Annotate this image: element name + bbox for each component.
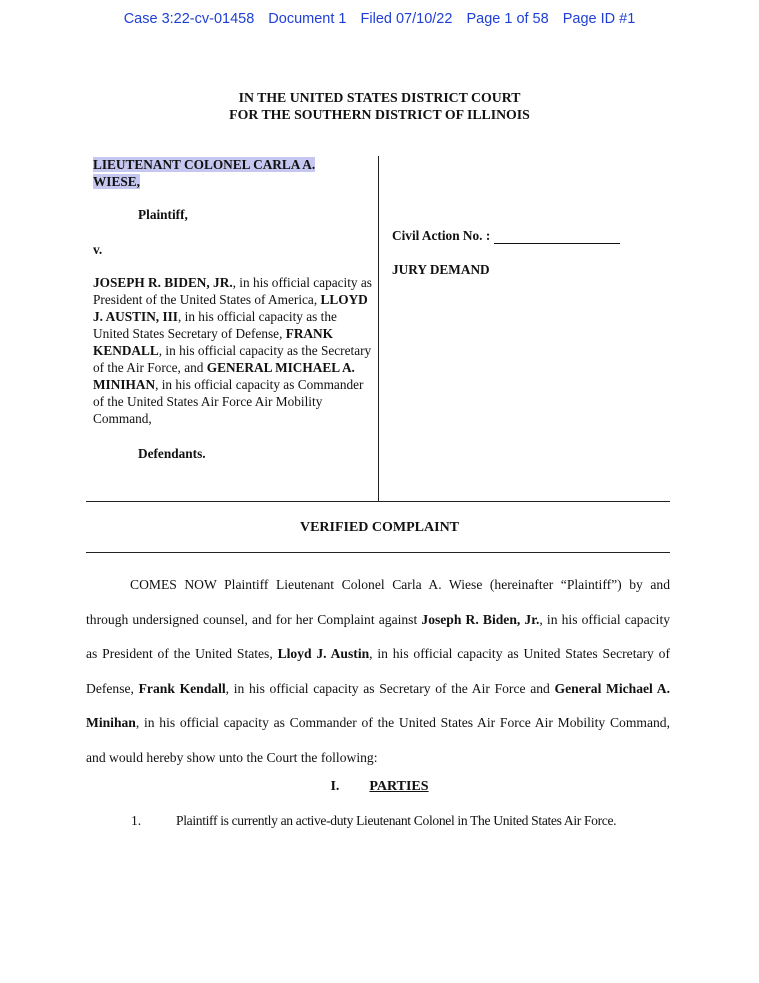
versus: v. — [93, 242, 103, 257]
filed-date: Filed 07/10/22 — [360, 11, 453, 27]
document-title: VERIFIED COMPLAINT — [299, 520, 460, 535]
defendant-desc: , in his official capacity as the United States Secretary of Defense, — [93, 309, 337, 341]
defendant-name: GENERAL MICHAEL A. MINIHAN — [93, 360, 355, 392]
court-line-2: FOR THE SOUTHERN DISTRICT OF ILLINOIS — [229, 107, 530, 122]
caption-parties — [93, 156, 375, 462]
intro-party-name: General Michael A. Minihan — [86, 680, 670, 731]
caption-divider — [378, 156, 379, 501]
section-heading — [0, 779, 759, 795]
section-title: PARTIES — [369, 779, 429, 794]
civil-action-label: Civil Action No. : — [392, 228, 491, 243]
intro-text: , in his official capacity as Secretary of the Air Force and — [225, 680, 555, 696]
intro-party-name: Joseph R. Biden, Jr. — [421, 611, 540, 627]
defendant-desc: , in his official capacity as the Secretary of the Air Force, and — [93, 343, 372, 375]
court-heading — [0, 89, 759, 123]
plaintiff-name-line-2[interactable]: WIESE, — [93, 174, 140, 189]
title-bottom-rule — [86, 552, 670, 553]
defendant-desc: , in his official capacity as Commander of the United States Air Force Air Mobility Command, — [93, 377, 364, 426]
defendant-desc: , in his official capacity as President of the United States of America, — [93, 275, 372, 307]
section-number: I. — [330, 779, 340, 794]
case-number: Case 3:22-cv-01458 — [123, 11, 255, 27]
intro-text: , in his official capacity as President of the United States, — [86, 611, 671, 662]
defendants-block — [93, 274, 375, 427]
caption-bottom-rule — [86, 501, 670, 502]
jury-demand: JURY DEMAND — [392, 262, 490, 277]
page-count: Page 1 of 58 — [466, 11, 549, 27]
defendant-name: JOSEPH R. BIDEN, JR. — [93, 275, 233, 290]
intro-text: COMES NOW Plaintiff Lieutenant Colonel Carla A. Wiese (hereinafter “Plaintiff”) by and through undersigned counsel, and for her Complaint against — [86, 577, 670, 627]
paragraph-text: Plaintiff is currently an active-duty Lieutenant Colonel in The United States Air Force. — [176, 813, 617, 828]
page-id: Page ID #1 — [562, 11, 636, 27]
document-number: Document 1 — [268, 11, 347, 27]
court-line-1: IN THE UNITED STATES DISTRICT COURT — [238, 90, 521, 105]
intro-text: , in his official capacity as Commander of the United States Air Force Air Mobility Command, and would hereby show unto the Court the following: — [86, 715, 670, 765]
intro-party-name: Frank Kendall — [138, 680, 226, 696]
intro-party-name: Lloyd J. Austin — [277, 646, 370, 662]
intro-text: , in his official capacity as United States Secretary of Defense, — [86, 646, 670, 696]
plaintiff-name-line-1[interactable]: LIEUTENANT COLONEL CARLA A. — [93, 157, 316, 172]
civil-action-blank — [494, 230, 620, 244]
plaintiff-label: Plaintiff, — [138, 207, 188, 222]
filing-header — [0, 11, 759, 27]
defendants-label: Defendants. — [138, 446, 206, 461]
intro-paragraph — [86, 568, 670, 776]
paragraph-number: 1. — [131, 813, 142, 828]
defendant-name: LLOYD J. AUSTIN, III — [93, 292, 368, 324]
defendant-name: FRANK KENDALL — [93, 326, 334, 358]
case-caption — [86, 156, 670, 501]
